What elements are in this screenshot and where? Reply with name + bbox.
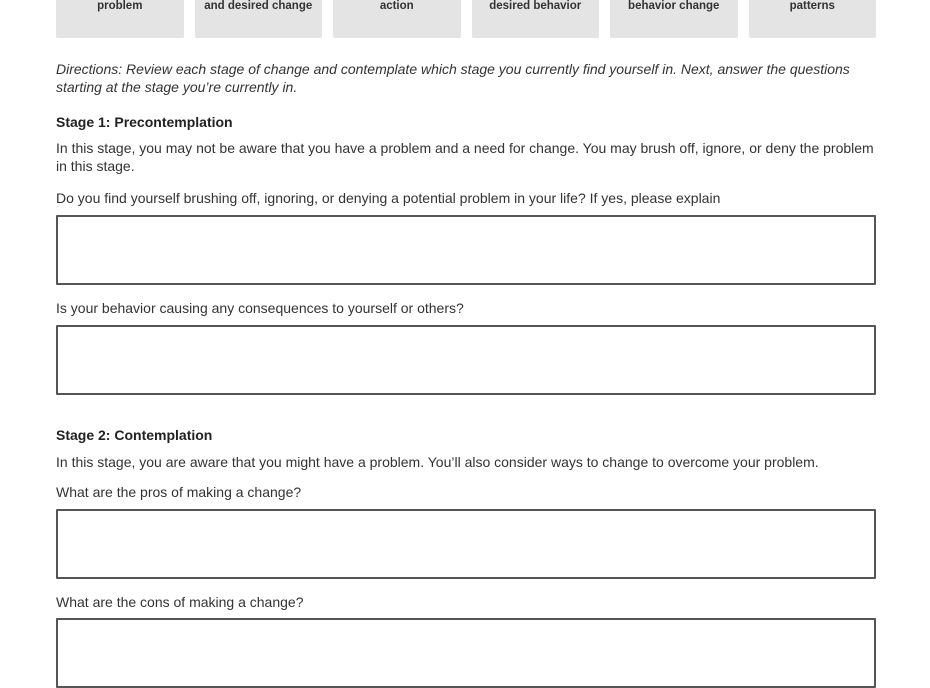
stage1-question-1: Do you find yourself brushing off, ignoring, or denying a potential problem in your life? If yes, please explain: [56, 190, 721, 206]
stage2-question-2: What are the cons of making a change?: [56, 594, 304, 610]
stage2-heading: Stage 2: Contemplation: [56, 427, 213, 443]
stage-cell-contemplation: and desired change: [195, 0, 323, 38]
stage1-answer-1[interactable]: [56, 215, 876, 285]
stage2-answer-1[interactable]: [56, 509, 876, 579]
stage1-description: In this stage, you may not be aware that you have a problem and a need for change. You may brush off, ignore, or deny the problem in this stage.: [56, 140, 874, 174]
stage2-question-1: What are the pros of making a change?: [56, 484, 302, 500]
stage-cell-action: desired behavior: [472, 0, 600, 38]
stage1-answer-2[interactable]: [56, 325, 876, 395]
directions-text: Directions: Review each stage of change and contemplate which stage you currently find yourself in. Next, answer the questions starting at the stage you’re currently in.: [56, 61, 850, 95]
stage2-description: In this stage, you are aware that you might have a problem. You’ll also consider ways to change to overcome your problem.: [56, 454, 819, 470]
stages-header-strip: [56, 0, 876, 38]
stage-cell-maintenance: behavior change: [610, 0, 738, 38]
stage1-question-2: Is your behavior causing any consequences to yourself or others?: [56, 300, 464, 316]
stage-cell-precontemplation: problem: [56, 0, 184, 38]
stage-cell-termination: patterns: [749, 0, 877, 38]
stage2-answer-2[interactable]: [56, 618, 876, 688]
stage1-heading: Stage 1: Precontemplation: [56, 114, 233, 130]
stage-cell-preparation: action: [333, 0, 461, 38]
